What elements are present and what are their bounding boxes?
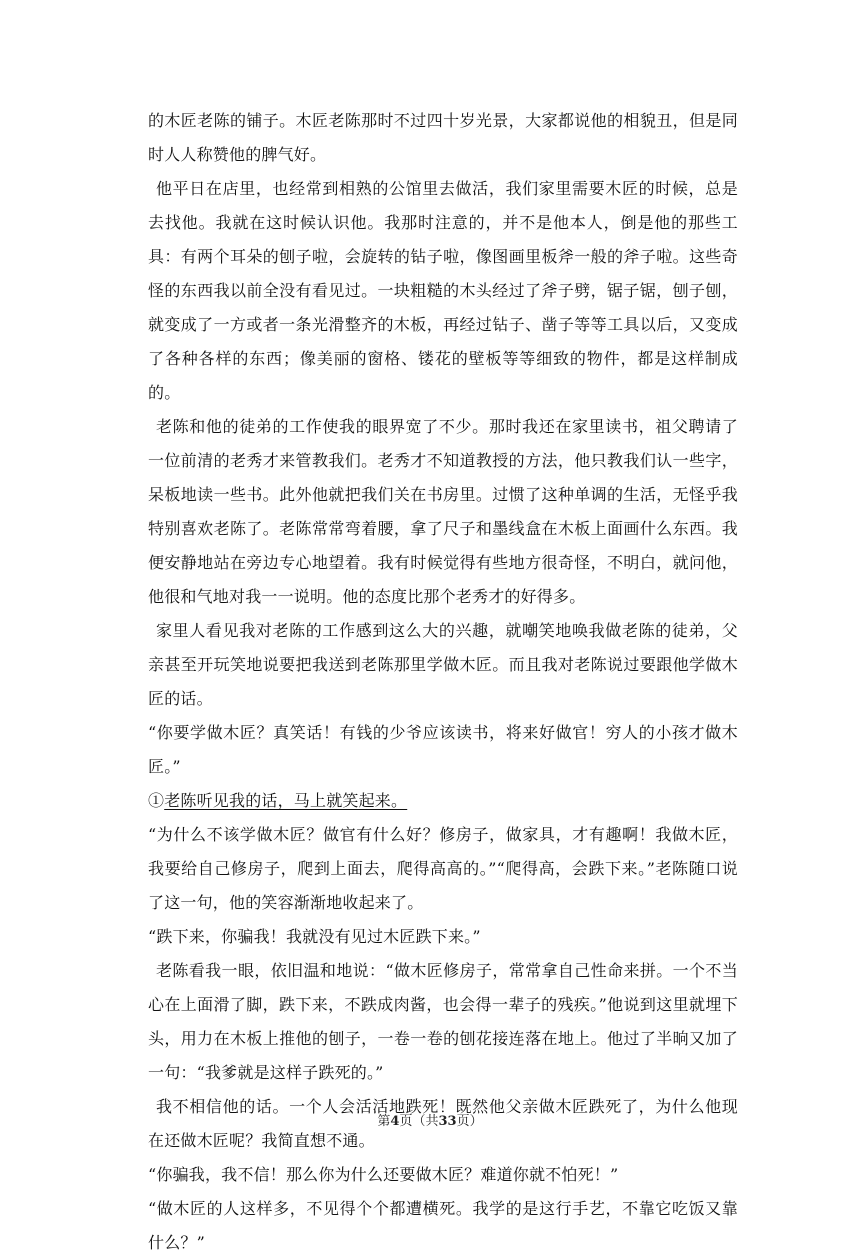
footer-prefix: 第 <box>377 1114 391 1129</box>
paragraph-7: “跌下来，你骗我！我就没有见过木匠跌下来。” <box>148 927 481 946</box>
underlined-sentence: 老陈听见我的话，马上就笑起来。 <box>164 791 408 810</box>
paragraph-6: “为什么不该学做木匠？做官有什么好？修房子，做家具，才有趣啊！我做木匠，我要给自己修房子，爬到上面去，爬得高高的。”“爬得高，会跌下来。”老陈随口说了这一句，他的笑容渐渐地收起来了。 <box>148 825 738 912</box>
paragraph-11: “做木匠的人这样多，不见得个个都遭横死。我学的是这行手艺，不靠它吃饭又靠什么？” <box>148 1199 738 1252</box>
paragraph-10: “你骗我，我不信！那么你为什么还要做木匠？难道你就不怕死！” <box>148 1165 619 1184</box>
footer-page-number: 4 <box>390 1114 400 1129</box>
paragraph-2: 他平日在店里，也经常到相熟的公馆里去做活，我们家里需要木匠的时候，总是去找他。我就在这时候认识他。我那时注意的，并不是他本人，倒是他的那些工具：有两个耳朵的刨子啦，会旋转的钻子啦，像图画里板斧一般的斧子啦。这些奇怪的东西我以前全没有看见过。一块粗糙的木头经过了斧子劈，锯子锯，刨子刨，就变成了一方或者一条光滑整齐的木板，再经过钻子、凿子等等工具以后，又变成了各种各样的东西；像美丽的窗格、镂花的壁板等等细致的物件，都是这样制成的。 <box>148 179 738 402</box>
footer-middle: 页（共 <box>399 1114 439 1129</box>
paragraph-4: 家里人看见我对老陈的工作感到这么大的兴趣，就嘲笑地唤我做老陈的徒弟，父亲甚至开玩笑地说要把我送到老陈那里学做木匠。而且我对老陈说过要跟他学做木匠的话。 <box>148 621 738 708</box>
paragraph-1: 的木匠老陈的铺子。木匠老陈那时不过四十岁光景，大家都说他的相貌丑，但是同时人人称赞他的脾气好。 <box>148 111 738 164</box>
paragraph-9: 我不相信他的话。一个人会活活地跌死！既然他父亲做木匠跌死了，为什么他现在还做木匠呢？我简直想不通。 <box>148 1097 738 1150</box>
footer-total-pages: 33 <box>438 1114 457 1129</box>
underlined-sentence-paragraph <box>148 784 738 818</box>
paragraph-8: 老陈看我一眼，依旧温和地说：“做木匠修房子，常常拿自己性命来拼。一个不当心在上面滑了脚，跌下来，不跌成肉酱，也会得一辈子的残疾。”他说到这里就埋下头，用力在木板上推他的刨子，一卷一卷的刨花接连落在地上。他过了半晌又加了一句：“我爹就是这样子跌死的。” <box>148 961 738 1082</box>
page-footer <box>0 1110 860 1129</box>
paragraph-3: 老陈和他的徒弟的工作使我的眼界宽了不少。那时我还在家里读书，祖父聘请了一位前清的老秀才来管教我们。老秀才不知道教授的方法，他只教我们认一些字，呆板地读一些书。此外他就把我们关在书房里。过惯了这种单调的生活，无怪乎我特别喜欢老陈了。老陈常常弯着腰，拿了尺子和墨线盒在木板上面画什么东西。我便安静地站在旁边专心地望着。我有时候觉得有些地方很奇怪，不明白，就问他，他很和气地对我一一说明。他的态度比那个老秀才的好得多。 <box>148 417 738 606</box>
document-body <box>148 104 738 1260</box>
footer-suffix: 页） <box>456 1114 483 1129</box>
paragraph-5: “你要学做木匠？真笑话！有钱的少爷应该读书，将来好做官！穷人的小孩才做木匠。” <box>148 723 738 776</box>
circled-number-marker: ① <box>148 791 165 810</box>
